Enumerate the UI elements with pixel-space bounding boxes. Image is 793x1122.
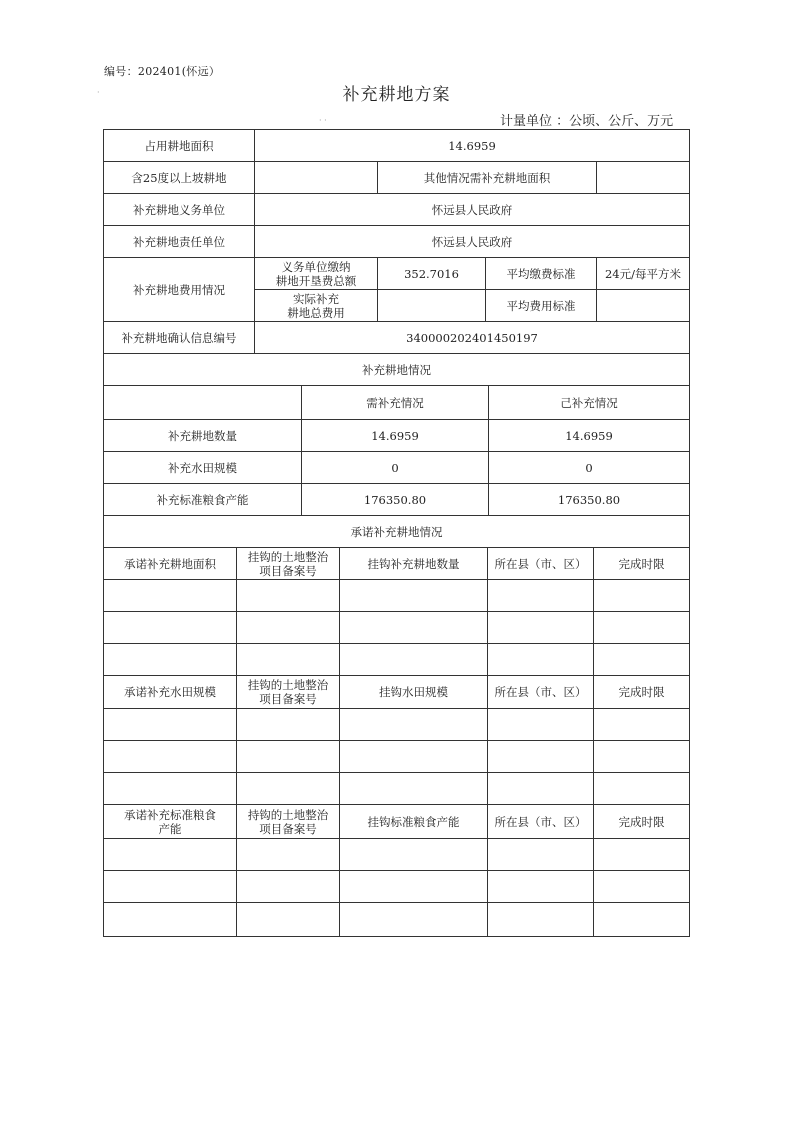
status-row-done: 14.6959 [489, 420, 689, 452]
blank-cell [340, 773, 488, 805]
blank-cell [488, 644, 594, 676]
occupied-area-label: 占用耕地面积 [104, 130, 255, 162]
blank-cell [488, 580, 594, 612]
blank-cell [488, 709, 594, 741]
county-header: 所在县（市、区） [488, 805, 594, 839]
status-col-done: 己补充情况 [489, 386, 689, 420]
county-header: 所在县（市、区） [488, 676, 594, 709]
county-header: 所在县（市、区） [488, 548, 594, 580]
blank-cell [340, 580, 488, 612]
project-record-no-header [237, 676, 340, 709]
avg-cost-value [597, 290, 689, 322]
blank-cell [340, 644, 488, 676]
other-area-label: 其他情况需补充耕地面积 [378, 162, 597, 194]
paid-total-label-line2: 耕地开垦费总额 [275, 273, 357, 288]
blank-cell [104, 903, 237, 936]
blank-cell [237, 644, 340, 676]
measurement-units: 计量单位 ：公顷、公斤、万元 [500, 114, 674, 129]
status-header-blank [104, 386, 302, 420]
blank-cell [340, 741, 488, 773]
promise-section-title: 承诺补充耕地情况 [104, 516, 689, 548]
blank-cell [237, 580, 340, 612]
blank-cell [104, 709, 237, 741]
blank-cell [237, 741, 340, 773]
plan-table [103, 129, 690, 937]
responsible-value: 怀远县人民政府 [255, 226, 689, 258]
blank-cell [594, 773, 689, 805]
project-record-no-header-line2: 项目备案号 [259, 692, 317, 706]
status-row-need: 14.6959 [302, 420, 489, 452]
blank-cell [237, 612, 340, 644]
blank-cell [237, 871, 340, 903]
actual-cost-label-line1: 实际补充 [293, 291, 339, 306]
confirm-no-label: 补充耕地确认信息编号 [104, 322, 255, 354]
project-record-no-header-line1: 挂钩的土地整治 [247, 549, 329, 564]
blank-cell [237, 903, 340, 936]
status-row-done: 0 [489, 452, 689, 484]
blank-cell [488, 839, 594, 871]
deadline-header: 完成时限 [594, 676, 689, 709]
status-row-need: 0 [302, 452, 489, 484]
project-record-no-header [237, 548, 340, 580]
slope-land-value [255, 162, 378, 194]
confirm-no-value: 340000202401450197 [255, 322, 689, 354]
blank-cell [104, 580, 237, 612]
blank-cell [340, 871, 488, 903]
deadline-header: 完成时限 [594, 805, 689, 839]
blank-cell [488, 773, 594, 805]
blank-cell [488, 612, 594, 644]
avg-paid-label: 平均缴费标准 [486, 258, 597, 290]
blank-cell [340, 903, 488, 936]
blank-cell [594, 644, 689, 676]
blank-cell [488, 871, 594, 903]
actual-cost-label-line2: 耕地总费用 [287, 305, 345, 320]
status-row-need: 176350.80 [302, 484, 489, 516]
promise-paddy-label: 承诺补充水田规模 [104, 676, 237, 709]
blank-cell [488, 903, 594, 936]
promise-area-label: 承诺补充耕地面积 [104, 548, 237, 580]
obligor-value: 怀远县人民政府 [255, 194, 689, 226]
blank-cell [104, 839, 237, 871]
responsible-label: 补充耕地责任单位 [104, 226, 255, 258]
occupied-area-value: 14.6959 [255, 130, 689, 162]
status-row-label: 补充标准粮食产能 [104, 484, 302, 516]
project-record-no-header-line1: 挂钩的土地整治 [247, 678, 329, 692]
avg-paid-value: 24元/每平方米 [597, 258, 689, 290]
blank-cell [340, 839, 488, 871]
other-area-value [597, 162, 689, 194]
paid-total-label-line1: 义务单位缴纳 [281, 259, 351, 274]
blank-cell [594, 839, 689, 871]
blank-cell [340, 612, 488, 644]
avg-cost-label: 平均费用标准 [486, 290, 597, 322]
blank-cell [594, 741, 689, 773]
project-record-no-header-line2: 项目备案号 [259, 563, 317, 578]
cost-label: 补充耕地费用情况 [104, 258, 255, 322]
blank-cell [104, 741, 237, 773]
blank-cell [488, 741, 594, 773]
status-col-need: 需补充情况 [302, 386, 489, 420]
project-record-no-header-line1: 持钩的土地整治 [247, 807, 329, 822]
actual-cost-value [378, 290, 486, 322]
status-row-done: 176350.80 [489, 484, 689, 516]
slope-land-label: 含25度以上坡耕地 [104, 162, 255, 194]
project-record-no-header [237, 805, 340, 839]
blank-cell [237, 839, 340, 871]
project-record-no-header-line2: 项目备案号 [259, 821, 317, 836]
deadline-header: 完成时限 [594, 548, 689, 580]
blank-cell [594, 612, 689, 644]
blank-cell [340, 709, 488, 741]
linked-grain-header: 挂钩标准粮食产能 [340, 805, 488, 839]
paid-total-label [255, 258, 378, 290]
blank-cell [104, 612, 237, 644]
status-row-label: 补充耕地数量 [104, 420, 302, 452]
obligor-label: 补充耕地义务单位 [104, 194, 255, 226]
blank-cell [237, 709, 340, 741]
promise-grain-label [104, 805, 237, 839]
blank-cell [594, 709, 689, 741]
status-row-label: 补充水田规模 [104, 452, 302, 484]
blank-cell [594, 871, 689, 903]
document-title: 补充耕地方案 [342, 85, 451, 105]
promise-grain-label-line2: 产能 [158, 821, 182, 836]
document-serial-number: 编号：202401(怀远） [104, 65, 221, 78]
promise-grain-label-line1: 承诺补充标准粮食 [124, 807, 216, 822]
scan-speck: · [97, 88, 100, 97]
linked-paddy-header: 挂钩水田规模 [340, 676, 488, 709]
paid-total-value: 352.7016 [378, 258, 486, 290]
blank-cell [104, 871, 237, 903]
linked-area-header: 挂钩补充耕地数量 [340, 548, 488, 580]
scan-speck: · · [319, 116, 327, 125]
blank-cell [104, 773, 237, 805]
status-section-title: 补充耕地情况 [104, 354, 689, 386]
blank-cell [594, 903, 689, 936]
blank-cell [594, 580, 689, 612]
actual-cost-label [255, 290, 378, 322]
blank-cell [104, 644, 237, 676]
blank-cell [237, 773, 340, 805]
